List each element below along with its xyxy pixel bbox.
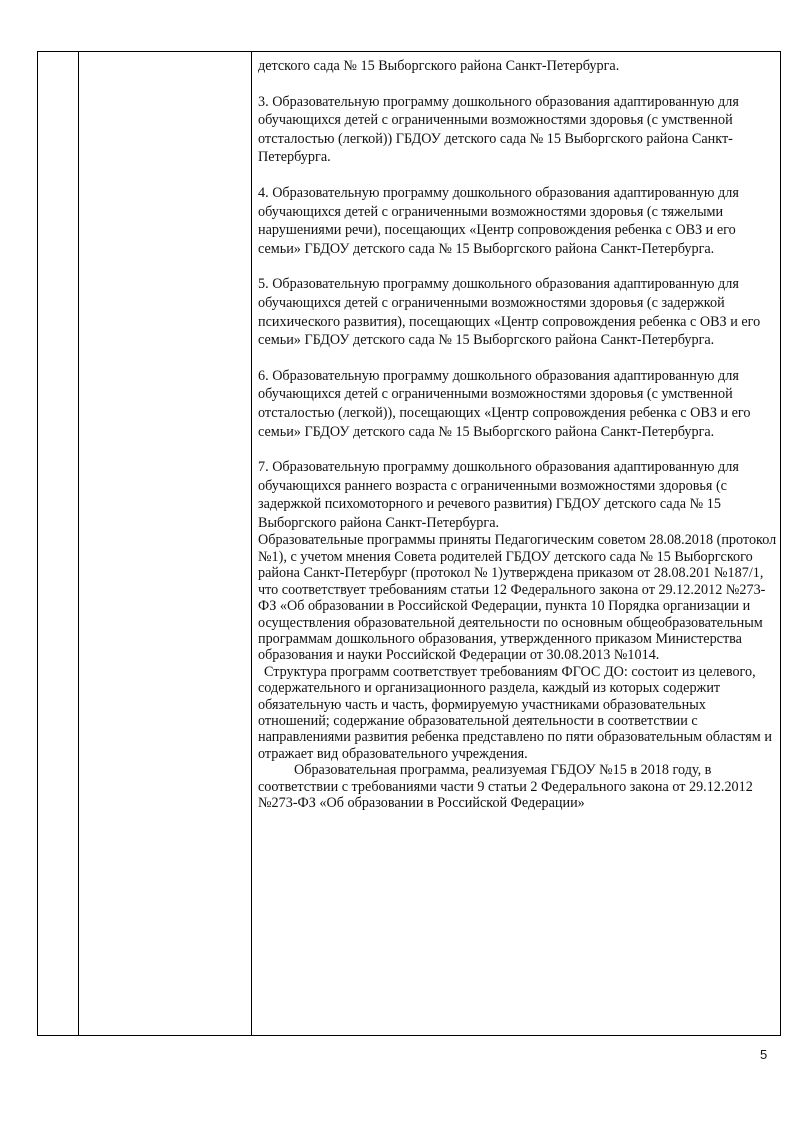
document-table	[37, 51, 781, 1036]
paragraph-item-4: 4. Образовательную программу дошкольного образования адаптированную для обучающихся детей с ограниченными возможностями здоровья (с тяжелыми нарушениями речи), посещающих «Центр сопровождения ребенка с ОВЗ и его семьи» ГБДОУ детского сада № 15 Выборгского района Санкт-Петербурга.	[258, 184, 739, 257]
paragraph-adopted: Образовательные программы приняты Педагогическим советом 28.08.2018 (протокол №1), с учетом мнения Совета родителей ГБДОУ детского сада № 15 Выборгского района Санкт-Петербург (протокол № 1)утверждена приказом от 28.08.201 №187/1, что соответствует требованиям статьи 12 Федерального закона от 29.12.2012 №273-ФЗ «Об образовании в Российской Федерации, пункта 10 Порядка организации и осуществления образовательной деятельности по основным общеобразовательным программам дошкольного образования, утвержденного приказом Министерства образования и науки Российской Федерации от 30.08.2013 №1014.	[258, 532, 777, 664]
paragraph-program-2018: Образовательная программа, реализуемая ГБДОУ №15 в 2018 году, в соответствии с требованиями части 9 статьи 2 Федерального закона от 29.12.2012 №273-ФЗ «Об образовании в Российской Федерации»	[258, 762, 753, 811]
paragraph-item-3: 3. Образовательную программу дошкольного образования адаптированную для обучающихся детей с ограниченными возможностями здоровья (с умственной отсталостью (легкой)) ГБДОУ детского сада № 15 Выборгского района Санкт-Петербурга.	[258, 93, 739, 166]
paragraph-structure: Структура программ соответствует требованиям ФГОС ДО: состоит из целевого, содержательного и организационного раздела, каждый из которых содержит обязательную часть и часть, формируемую участниками образовательных отношений; содержание образовательной деятельности в соответствии с направлениями развития ребенка представлено по пяти образовательным областям и отражает вид образовательного учреждения.	[258, 663, 772, 762]
column-divider-1	[78, 52, 79, 1035]
table-content-cell	[258, 57, 780, 811]
page-number: 5	[760, 1047, 768, 1062]
paragraph-continuation: детского сада № 15 Выборгского района Санкт-Петербурга.	[258, 58, 620, 74]
paragraph-item-5: 5. Образовательную программу дошкольного образования адаптированную для обучающихся детей с ограниченными возможностями здоровья (с задержкой психического развития), посещающих «Центр сопровождения ребенка с ОВЗ и его семьи» ГБДОУ детского сада № 15 Выборгского района Санкт-Петербурга.	[258, 276, 761, 349]
paragraph-item-7: 7. Образовательную программу дошкольного образования адаптированную для обучающихся раннего возраста с ограниченными возможностями здоровья (с задержкой психомоторного и речевого развития) ГБДОУ детского сада № 15 Выборгского района Санкт-Петербурга.	[258, 459, 739, 531]
paragraph-item-6: 6. Образовательную программу дошкольного образования адаптированную для обучающихся детей с ограниченными возможностями здоровья (с умственной отсталостью (легкой)), посещающих «Центр сопровождения ребенка с ОВЗ и его семьи» ГБДОУ детского сада № 15 Выборгского района Санкт-Петербурга.	[258, 367, 751, 440]
column-divider-2	[251, 52, 252, 1035]
